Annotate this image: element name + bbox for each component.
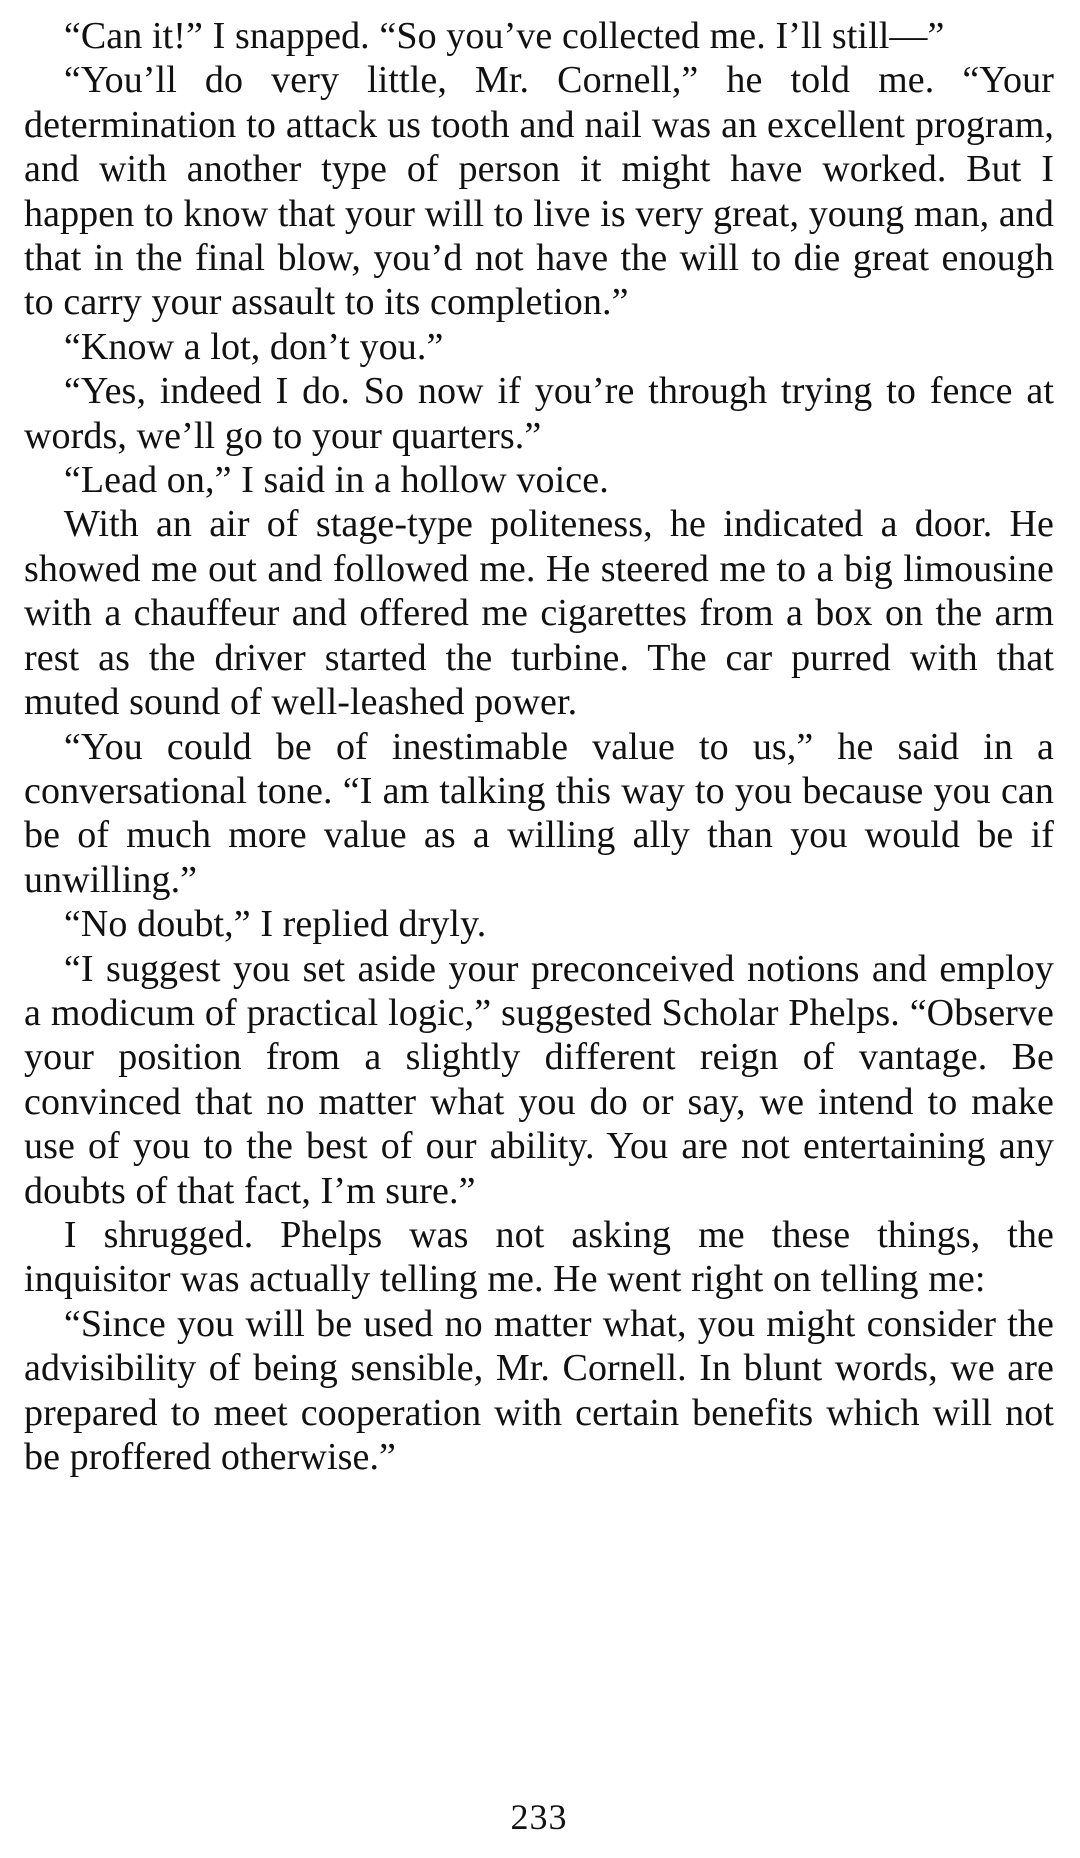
paragraph-3: “Know a lot, don’t you.” <box>63 325 444 368</box>
paragraph-9: “I suggest you set aside your preconceived notions and employ a modicum of practical logic,” suggested Scholar Phelps. “Observe your position from a slightly different reign of vantage. Be convinced that no matter what you do or say, we intend to make use of you to the best of our ability. You are not entertaining any doubts of that fact, I’m sure.” <box>24 947 1054 1212</box>
paragraph-1: “Can it!” I snapped. “So you’ve collected me. I’ll still—” <box>63 15 945 57</box>
text-body <box>24 14 1054 1479</box>
paragraph-5: “Lead on,” I said in a hollow voice. <box>63 459 609 502</box>
paragraph-10: I shrugged. Phelps was not asking me these things, the inquisitor was actually telling me. He went right on telling me: <box>24 1213 1054 1301</box>
paragraph-6: With an air of stage-type politeness, he indicated a door. He showed me out and followed me. He steered me to a big limousine with a chauffeur and offered me cigarettes from a box on the arm rest as the driver started the turbine. The car purred with that muted sound of well-leashed power. <box>24 503 1054 724</box>
book-page <box>24 14 1054 1844</box>
paragraph-8: “No doubt,” I replied dryly. <box>63 903 487 946</box>
page-number: 233 <box>510 1797 568 1837</box>
paragraph-2: “You’ll do very little, Mr. Cornell,” he told me. “Your determination to attack us tooth and nail was an excellent program, and with another type of person it might have worked. But I happen to know that your will to live is very great, young man, and that in the final blow, you’d not have the will to die great enough to carry your assault to its completion.” <box>24 59 1054 324</box>
paragraph-7: “You could be of inestimable value to us,” he said in a conversational tone. “I am talking this way to you because you can be of much more value as a willing ally than you would be if unwilling.” <box>24 725 1054 901</box>
paragraph-4: “Yes, indeed I do. So now if you’re through trying to fence at words, we’ll go to your quarters.” <box>24 370 1054 457</box>
paragraph-11: “Since you will be used no matter what, you might consider the advisibility of being sensible, Mr. Cornell. In blunt words, we are prepared to meet cooperation with certain benefits which will not be proffered otherwise.” <box>24 1302 1054 1478</box>
